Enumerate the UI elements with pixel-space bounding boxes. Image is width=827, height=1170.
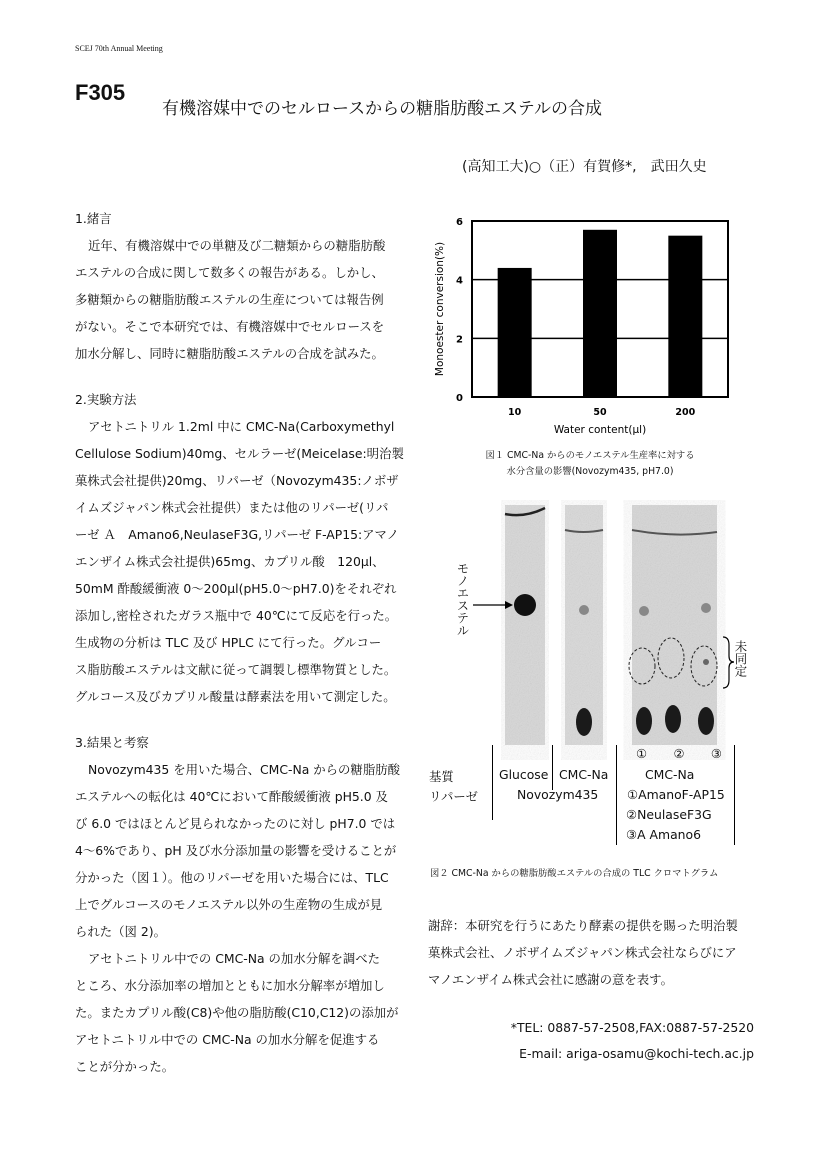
figure1-caption-line: 図１ CMC-Na からのモノエステル生産率に対する [485,450,695,461]
authors: (高知工大)○（正）有賀修*, 武田久史 [462,159,707,175]
results-line: 4～6%であり、pH 及び水分添加量の影響を受けることが [75,843,397,858]
lane-divider [734,745,735,845]
methods-line: ス脂肪酸エステルは文献に従って調製し標準物質とした。 [75,662,397,677]
figure1-caption-line: 水分含量の影響(Novozym435, pH7.0) [506,466,674,477]
intro-line: 近年、有機溶媒中での単糖及び二糖類からの糖脂肪酸 [88,238,386,253]
tlc-plate-grain [505,505,545,745]
methods-line: 50mM 酢酸緩衝液 0～200μl(pH5.0～pH7.0)をそれぞれ [75,581,397,596]
x-tick-label: 50 [593,407,607,418]
substrate-glucose: Glucose [499,767,549,782]
acknowledgment [428,912,763,993]
ack-line: 謝辞：本研究を行うにあたり酵素の提供を賜った明治製 [428,918,738,933]
lipase-row-label: リパーゼ [429,789,478,804]
figure1-caption [440,448,740,480]
contact-email: E-mail: ariga-osamu@kochi-tech.ac.jp [519,1046,754,1061]
bar [668,236,702,397]
lane-divider [616,745,617,845]
bar [498,268,532,397]
y-axis-label: Monoester conversion(%) [434,241,446,377]
contact-tel: *TEL: 0887-57-2508,FAX:0887-57-2520 [510,1020,754,1035]
methods-line: ーゼ Ａ Amano6,NeulaseF3G,リパーゼ F-AP15:アマノ [75,527,399,542]
lane-numbers [636,746,722,761]
results-line: アセトニトリル中での CMC-Na の加水分解を調べた [88,951,381,966]
tlc-image [425,500,760,760]
methods-line: アセトニトリル 1.2ml 中に CMC-Na(Carboxymethyl [88,419,395,434]
paper-code: F305 [75,80,126,105]
figure2-caption: 図２ CMC-Na からの糖脂肪酸エステルの合成の TLC クロマトグラム [430,868,719,879]
lane-divider [552,745,553,790]
bar-chart [425,208,755,443]
unknown-label: 未同定 [733,640,748,678]
lane-number: ③ [710,746,722,761]
paper-title: 有機溶媒中でのセルロースからの糖脂肪酸エステルの合成 [162,99,602,119]
substrate-cmc: CMC-Na [645,767,695,782]
lane-number: ① [636,746,648,761]
results-line: た。またカプリル酸(C8)や他の脂肪酸(C10,C12)の添加が [75,1005,399,1020]
intro-heading: 1.緒言 [75,211,112,226]
methods-line: イムズジャパン株式会社提供）または他のリパーゼ(リパ [75,500,389,515]
results-line: られた（図 2)。 [75,924,166,939]
y-tick-label: 0 [456,393,463,404]
monoester-spot [514,594,536,616]
meeting-name: SCEJ 70th Annual Meeting [75,44,163,53]
methods-line: 添加し,密栓されたガラス瓶中で 40℃にて反応を行った。 [75,608,398,623]
results-line: エステルへの転化は 40℃において酢酸緩衝液 pH5.0 及 [75,789,388,804]
x-tick-label: 200 [675,407,696,418]
intro-line: 加水分解し、同時に糖脂肪酸エステルの合成を試みた。 [75,346,384,361]
ack-line: マノエンザイム株式会社に感謝の意を表す。 [428,972,673,987]
methods-line: 菓株式会社提供)20mg、リパーゼ（Novozym435:ノボザ [75,473,399,488]
origin-spot [665,705,681,733]
lipase-novozym: Novozym435 [517,787,599,802]
left-column [75,205,410,1080]
results-line: Novozym435 を用いた場合、CMC-Na からの糖脂肪酸 [88,762,400,777]
methods-line: Cellulose Sodium)40mg、セルラーゼ(Meicelase:明治製 [75,446,404,461]
results-line: ところ、水分添加率の増加とともに加水分解率が増加し [75,978,385,993]
ack-line: 菓株式会社、ノボザイムズジャパン株式会社ならびにア [428,945,737,960]
y-tick-label: 6 [456,217,463,228]
x-tick-label: 10 [508,407,522,418]
lipase-option: ①AmanoF-AP15 [627,787,725,802]
methods-line: 生成物の分析は TLC 及び HPLC にて行った。グルコー [75,635,382,650]
origin-spot [698,707,714,735]
intro-line: 多糖類からの糖脂肪酸エステルの生産については報告例 [75,292,384,307]
unknown-spot [703,659,709,665]
substrate-cmc: CMC-Na [559,767,609,782]
origin-spot [636,707,652,735]
lane-divider [492,745,493,820]
origin-spot [576,708,592,736]
substrate-row-label: 基質 [429,769,454,784]
monoester-spot [701,603,711,613]
monoester-spot [639,606,649,616]
results-line: ことが分かった。 [75,1059,175,1074]
methods-heading: 2.実験方法 [75,392,137,407]
monoester-spot [579,605,589,615]
results-line: アセトニトリル中での CMC-Na の加水分解を促進する [75,1032,380,1047]
results-line: び 6.0 ではほとんど見られなかったのに対し pH7.0 では [75,816,396,831]
results-line: 分かった（図１）。他のリパーゼを用いた場合には、TLC [75,870,389,885]
x-axis-label: Water content(μl) [553,424,647,436]
methods-line: エンザイム株式会社提供)65mg、カプリル酸 120μl、 [75,554,385,569]
bar [583,230,617,397]
results-heading: 3.結果と考察 [75,735,149,750]
monoester-label: モノエステル [455,562,470,637]
lipase-option: ②NeulaseF3G [626,807,712,822]
lipase-option: ③A Amano6 [626,827,701,842]
intro-line: がない。そこで本研究では、有機溶媒中でセルロースを [75,319,385,334]
intro-line: エステルの合成に関して数多くの報告がある。しかし、 [75,265,384,280]
lane-number: ② [673,746,685,761]
results-line: 上でグルコースのモノエステル以外の生産物の生成が見 [75,897,383,912]
y-tick-label: 4 [456,275,463,287]
y-tick-label: 2 [456,334,463,346]
methods-line: グルコース及びカプリル酸量は酵素法を用いて測定した。 [75,689,396,704]
